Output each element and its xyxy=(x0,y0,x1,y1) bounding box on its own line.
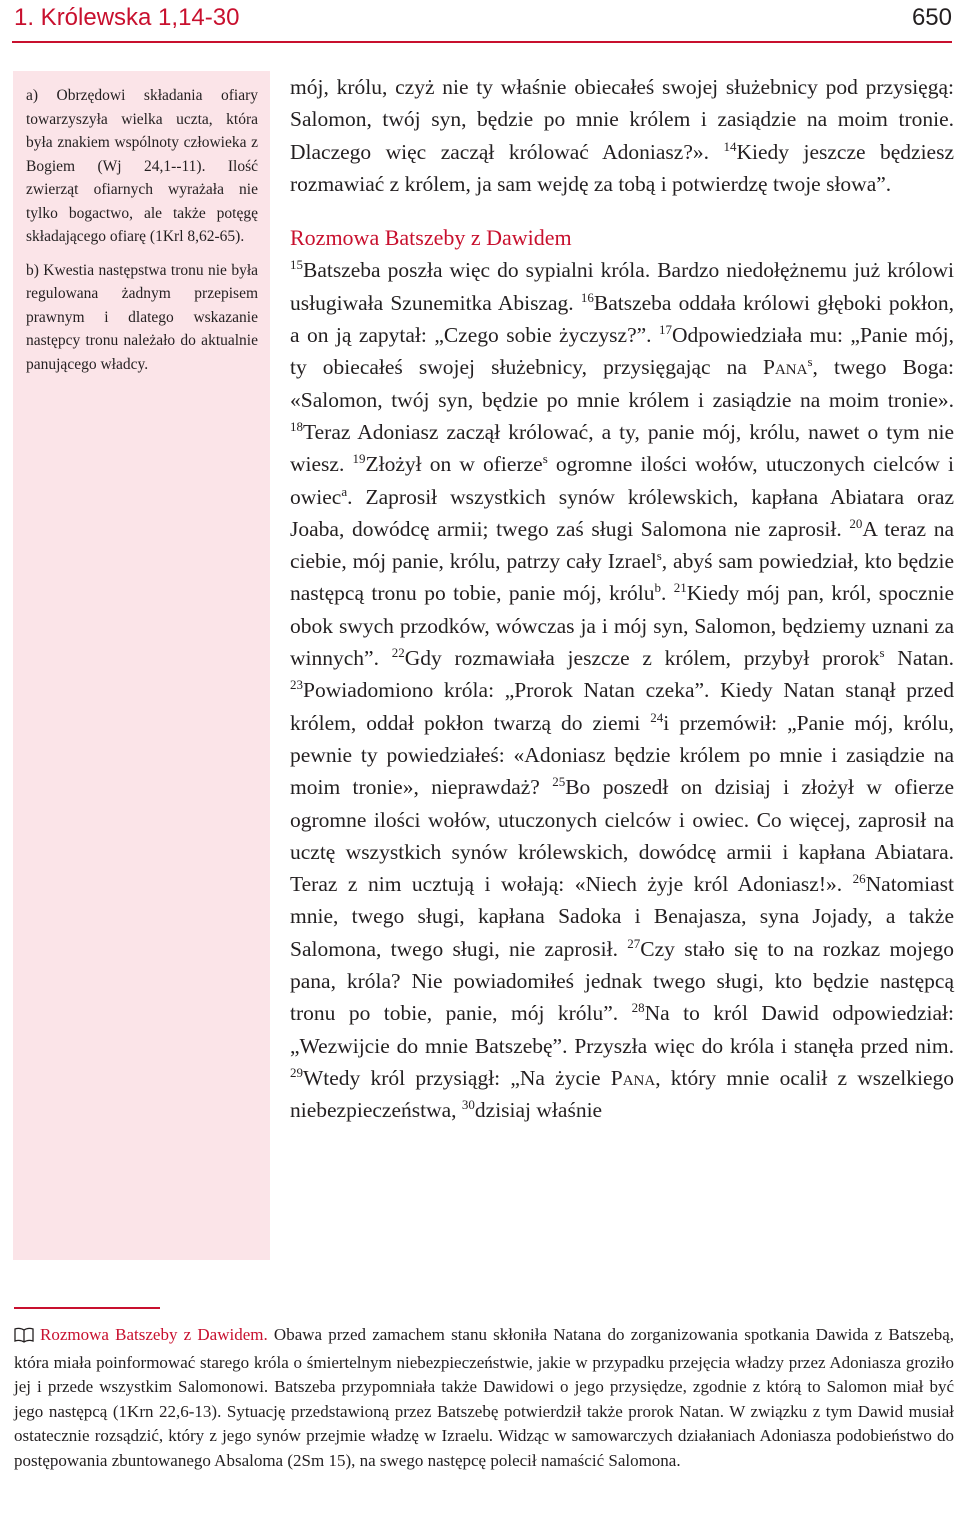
text-run: . xyxy=(660,581,674,606)
text-run: Kiedy mój pan, król, spocznie obok swych przodków, wówczas ja i mój syn, Salomon, będziemy uznani za winnych”. xyxy=(290,581,954,671)
note-text: Obrzędowi składania ofiary towarzyszyła wielka uczta, która była znakiem wspólnoty człowieka z Bogiem (Wj 24,1--11). Ilość zwierząt ofiarnych wyrażała nie tylko bogactwo, ale także potęgę składającego ofiarę (1Krl 8,62-65). xyxy=(26,87,258,245)
text-run: . Zaprosił wszystkich synów królewskich, kapłana Abiatara oraz Joaba, dowódcę armii; twego zaś sługi Salomona nie zaprosił. xyxy=(290,484,954,541)
commentary-footer xyxy=(14,1323,954,1474)
glossary-mark: s xyxy=(542,451,548,467)
verse-number: 15 xyxy=(290,257,303,273)
verse-number: 22 xyxy=(391,645,405,661)
verse-number: 18 xyxy=(290,418,303,434)
text-run: Kiedy jeszcze będziesz rozmawiać z królem, ja sam wejdę za tobą i potwierdzę twoje słowa”. xyxy=(290,139,955,196)
text-run: , twego Boga: «Salomon, twój syn, będzie po mnie królem i zasiądzie na moim tronie». xyxy=(290,355,954,412)
text-run: Wtedy król przysiągł: „Na życie xyxy=(303,1065,611,1090)
verse-number: 26 xyxy=(852,871,866,887)
glossary-mark: s xyxy=(879,645,885,661)
text-run: Odpowiedziała mu: „Panie mój, ty obiecałeś swojej służebnicy, przysięgając na xyxy=(290,323,954,380)
text-run: Bo poszedł on dzisiaj i złożył w ofierze ogromne ilości wołów, utuczonych cielców i owiec. Co więcej, zaprosił na ucztę wszystkich synów królewskich, dowódcę armii i kapłana Abiatara. Teraz z nim ucztują i wołają: «Niech żyje król Adoniasz!». xyxy=(290,775,954,897)
text-run: Teraz Adoniasz zaczął królować, a ty, panie mój, królu, nawet o tym nie wiesz. xyxy=(290,419,954,477)
text-run: Natomiast mnie, twego sługi, kapłana Sadoka i Benajasza, syna Jojady, a także Salomona, twego sługi, nie zaprosił. xyxy=(290,872,954,961)
commentary-text: Obawa przed zamachem stanu skłoniła Natana do zorganizowania spotkania Dawida z Batszebą, która miała poinformować starego króla o śmiertelnym niebezpieczeństwie, jakie w przypadku przejęcia władzy przez Adoniasza groziło jej i przede wszystkim Salomonowi. Batszeba przypomniała także Dawidowi o jego przysiędze, zgodnie z którą to Salomon miał być jego następcą (1Krn 22,6-13). Sytuację przedstawioną przez Batszebę potwierdził także prorok Natan. W związku z tym Dawid musiał ostatecznie rozsądzić, który z jego synów przejmie władzę w Izraelu. Widząc w samowarczych działaniach Adoniasza podobieństwo do postępowania zbuntowanego Absaloma (2Sm 15), na swego następcę polecił namaścić Salomona. xyxy=(14,1325,954,1470)
verse-number: 27 xyxy=(627,935,641,951)
verse-number: 14 xyxy=(723,138,737,154)
main-text-column xyxy=(290,71,954,1127)
margin-note-b xyxy=(26,259,258,377)
text-run: A teraz na ciebie, mój panie, królu, patrzy cały Izrael xyxy=(290,516,954,574)
note-label: a) xyxy=(26,87,39,104)
text-run: mój, królu, czyż nie ty właśnie obiecałeś swojej służebnicy pod przysięgą: Salomon, twój syn, będzie po mnie królem i zasiądzie na moim tronie. Dlaczego więc zaczął królować Adoniasz?». xyxy=(290,75,954,164)
paragraph-intro xyxy=(290,71,954,200)
commentary-paragraph xyxy=(14,1323,954,1474)
note-text: Kwestia następstwa tronu nie była regulowana żadnym przepisem prawnym i dlatego wskazanie następcy tronu należało do aktualnie panującego władcy. xyxy=(26,261,258,373)
divine-name: Pana xyxy=(610,1065,656,1090)
text-run: Gdy rozmawiała jeszcze z królem, przybył prorok xyxy=(404,646,880,671)
text-run: , abyś sam powiedział, kto będzie następcą tronu po tobie, panie mój, królu xyxy=(290,549,954,606)
verse-number: 19 xyxy=(352,451,366,467)
text-run: Batszeba poszła więc do sypialni króla. Bardzo niedołężnemu już królowi usługiwała Szunemitka Abiszag. xyxy=(290,258,954,315)
paragraph-main xyxy=(290,254,954,1126)
verse-number: 28 xyxy=(631,1000,645,1016)
verse-number: 30 xyxy=(461,1097,475,1113)
text-run: Złożył on w ofierze xyxy=(365,452,543,477)
text-run: dzisiaj właśnie xyxy=(474,1098,603,1123)
divine-name: Pana xyxy=(763,355,808,380)
section-heading: Rozmowa Batszeby z Dawidem xyxy=(290,225,572,251)
verse-number: 21 xyxy=(673,580,687,596)
text-run: ogromne ilości wołów, utuczonych cielców i owiec xyxy=(290,452,955,509)
note-reference: a xyxy=(341,483,348,499)
running-title: 1. Królewska 1,14-30 xyxy=(14,4,240,31)
verse-number: 17 xyxy=(658,322,672,338)
verse-number: 16 xyxy=(580,289,594,305)
text-run: Powiadomiono króla: „Prorok Natan czeka”. Kiedy Natan stanął przed królem, oddał pokłon twarzą do ziemi xyxy=(290,678,954,735)
glossary-mark: s xyxy=(807,354,813,370)
verse-number: 20 xyxy=(849,515,863,531)
page-header xyxy=(14,4,952,38)
open-book-icon xyxy=(14,1326,40,1351)
header-rule xyxy=(12,41,952,43)
text-run: Na to król Dawid odpowiedział: „Wezwijcie do mnie Batszebę”. Przyszła więc do króla i stanęła przed nim. xyxy=(290,1001,954,1058)
margin-notes-box xyxy=(13,71,270,1260)
note-reference: b xyxy=(654,580,661,596)
glossary-mark: s xyxy=(656,548,662,564)
text-run: Czy stało się to na rozkaz mojego pana, króla? Nie powiadomiłeś jednak twego sługi, kto będzie następcą tronu po tobie, panie, mój królu”. xyxy=(290,936,955,1026)
text-run: , który mnie ocalił z wszelkiego niebezpieczeństwa, xyxy=(290,1065,954,1123)
verse-number: 24 xyxy=(650,709,664,725)
footer-rule xyxy=(14,1307,160,1309)
commentary-title: Rozmowa Batszeby z Dawidem. xyxy=(40,1325,268,1344)
text-run: Natan. xyxy=(884,646,955,671)
text-run: Batszeba oddała królowi głęboki pokłon, a on ją zapytał: „Czego sobie życzysz?”. xyxy=(290,290,954,348)
text-run: i przemówił: „Panie mój, królu, pewnie ty powiedziałeś: «Adoniasz będzie królem po mnie i zasiądzie na moim tronie», nieprawdaż? xyxy=(290,710,955,800)
verse-number: 29 xyxy=(290,1064,303,1080)
margin-note-a xyxy=(26,84,258,249)
page-number: 650 xyxy=(911,4,952,31)
note-label: b) xyxy=(26,261,39,279)
verse-number: 23 xyxy=(290,677,303,693)
verse-number: 25 xyxy=(552,774,566,790)
